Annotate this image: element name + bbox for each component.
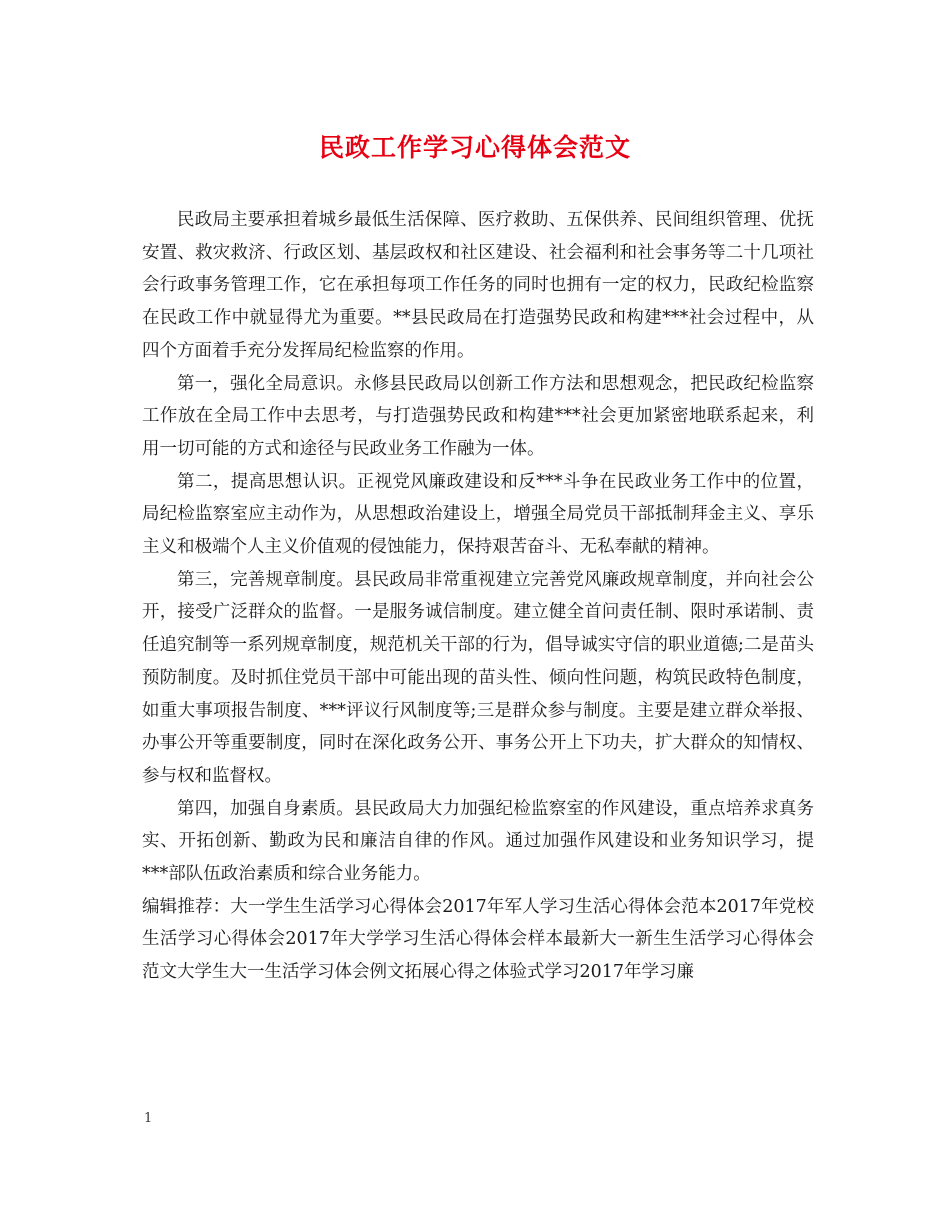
paragraph-third: 第三，完善规章制度。县民政局非常重视建立完善党风廉政规章制度，并向社会公开，接受广泛群众的监督。一是服务诚信制度。建立健全首问责任制、限时承诺制、责任追究制等一系列规章制度，规范机关干部的行为，倡导诚实守信的职业道德;二是苗头预防制度。及时抓住党员干部中可能出现的苗头性、倾向性问题，构筑民政特色制度，如重大事项报告制度、***评议行风制度等;三是群众参与制度。主要是建立群众举报、办事公开等重要制度，同时在深化政务公开、事务公开上下功夫，扩大群众的知情权、参与权和监督权。: [142, 569, 814, 786]
document-title: 民政工作学习心得体会范文: [318, 133, 631, 162]
page-number: 1: [144, 1111, 153, 1126]
paragraph-second: 第二，提高思想认识。正视党风廉政建设和反***斗争在民政业务工作中的位置，局纪检监察室应主动作为，从思想政治建设上，增强全局党员干部抵制拜金主义、享乐主义和极端个人主义价值观的侵蚀能力，保持艰苦奋斗、无私奉献的精神。: [142, 471, 814, 558]
document-body: [142, 204, 814, 989]
paragraph-first: 第一，强化全局意识。永修县民政局以创新工作方法和思想观念，把民政纪检监察工作放在全局工作中去思考，与打造强势民政和构建***社会更加紧密地联系起来，利用一切可能的方式和途径与民政业务工作融为一体。: [142, 373, 814, 459]
editor-recommendation: 编辑推荐：大一学生生活学习心得体会2017年军人学习生活心得体会范本2017年党校生活学习心得体会2017年大学学习生活心得体会样本最新大一新生生活学习心得体会范文大学生大一生活学习体会例文拓展心得之体验式学习2017年学习廉: [142, 896, 814, 983]
paragraph-intro: 民政局主要承担着城乡最低生活保障、医疗救助、五保供养、民间组织管理、优抚安置、救灾救济、行政区划、基层政权和社区建设、社会福利和社会事务等二十几项社会行政事务管理工作，它在承担每项工作任务的同时也拥有一定的权力，民政纪检监察在民政工作中就显得尤为重要。**县民政局在打造强势民政和构建***社会过程中，从四个方面着手充分发挥局纪检监察的作用。: [142, 210, 814, 361]
paragraph-fourth: 第四，加强自身素质。县民政局大力加强纪检监察室的作风建设，重点培养求真务实、开拓创新、勤政为民和廉洁自律的作风。通过加强作风建设和业务知识学习，提***部队伍政治素质和综合业务能力。: [142, 798, 814, 885]
